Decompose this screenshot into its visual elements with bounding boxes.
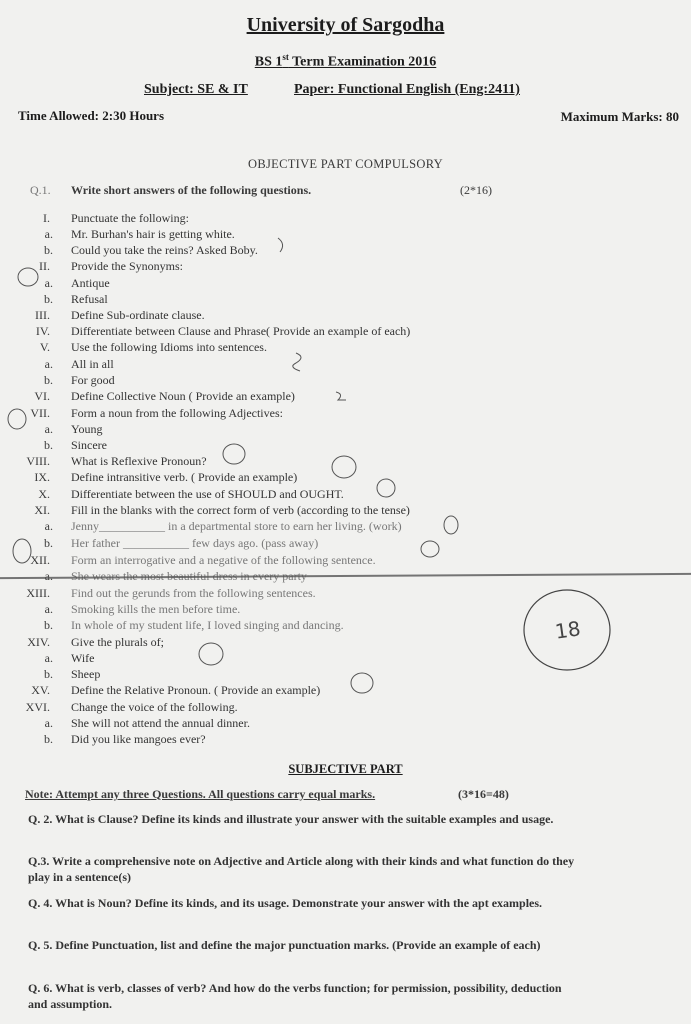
time-allowed: Time Allowed: 2:30 Hours <box>18 108 165 123</box>
objective-item-text: Differentiate between the use of SHOULD and OUGHT. <box>71 487 344 501</box>
subjective-question-3: Q.3. Write a comprehensive note on Adjective and Article along with their kinds and what function do they play in a sentence(s) <box>28 854 575 884</box>
objective-item-text: Jenny___________ in a departmental store to earn her living. (work) <box>71 519 402 533</box>
objective-item-text: Find out the gerunds from the following sentences. <box>71 586 316 600</box>
objective-item-number: IV. <box>35 324 50 338</box>
objective-item-number: a. <box>44 422 53 436</box>
objective-item-text: Refusal <box>71 292 108 306</box>
objective-item-number: XIII. <box>26 586 50 600</box>
objective-item-text: Did you like mangoes ever? <box>71 732 206 746</box>
objective-item-number: a. <box>44 651 53 665</box>
objective-item-text: Punctuate the following: <box>71 211 189 225</box>
objective-item-number: XIV. <box>27 635 50 649</box>
subjective-question-4: Q. 4. What is Noun? Define its kinds, and its usage. Demonstrate your answer with the apt examples. <box>28 896 543 910</box>
objective-item-text: Mr. Burhan's hair is getting white. <box>71 227 235 241</box>
objective-item-text: Young <box>71 422 103 436</box>
objective-item-text: Wife <box>71 651 95 665</box>
objective-item-text: Form an interrogative and a negative of the following sentence. <box>71 553 376 567</box>
objective-item-text: Change the voice of the following. <box>71 700 238 714</box>
objective-item-number: I. <box>43 211 50 225</box>
objective-item-text: Define Collective Noun ( Provide an example) <box>71 389 295 403</box>
subjective-title: SUBJECTIVE PART <box>288 762 403 776</box>
objective-item-number: a. <box>44 716 53 730</box>
objective-item-text: Sheep <box>71 667 101 681</box>
objective-item-number: a. <box>44 276 53 290</box>
objective-item-text: Define the Relative Pronoun. ( Provide an example) <box>71 683 321 697</box>
objective-item-number: III. <box>35 308 50 322</box>
objective-item-text: What is Reflexive Pronoun? <box>71 454 207 468</box>
objective-item-number: b. <box>44 667 53 681</box>
maximum-marks: Maximum Marks: 80 <box>560 109 679 124</box>
objective-item-number: b. <box>44 292 53 306</box>
question-number: Q.1. <box>30 183 51 197</box>
exam-title: BS 1st Term Examination 2016 <box>254 52 437 70</box>
objective-item-number: IX. <box>34 470 50 484</box>
subjective-question-6: Q. 6. What is verb, classes of verb? And how do the verbs function; for permission, possibility, deduction and assumption. <box>28 981 562 1011</box>
question-prompt: Write short answers of the following questions. <box>71 183 312 197</box>
objective-item-number: b. <box>44 536 53 550</box>
subjective-question-2: Q. 2. What is Clause? Define its kinds and illustrate your answer with the suitable examples and usage. <box>28 812 554 826</box>
objective-item-number: II. <box>39 259 50 273</box>
objective-item-text: In whole of my student life, I loved singing and dancing. <box>71 618 344 632</box>
score-handwritten: 18 <box>553 616 582 644</box>
objective-item-number: X. <box>38 487 50 501</box>
objective-item-text: Give the plurals of; <box>71 635 164 649</box>
objective-item-text: Define Sub-ordinate clause. <box>71 308 205 322</box>
subject-label: Subject: SE & IT <box>144 82 248 97</box>
objective-item-number: b. <box>44 373 53 387</box>
university-title: University of Sargodha <box>246 14 445 36</box>
objective-item-number: VII. <box>30 406 50 420</box>
objective-item-number: b. <box>44 243 53 257</box>
objective-item-number: VIII. <box>26 454 50 468</box>
paper-label: Paper: Functional English (Eng:2411) <box>294 82 520 97</box>
subjective-question-5: Q. 5. Define Punctuation, list and define the major punctuation marks. (Provide an example of each) <box>28 938 541 952</box>
objective-item-number: a. <box>44 357 53 371</box>
objective-item-number: XII. <box>30 553 50 567</box>
objective-title: OBJECTIVE PART COMPULSORY <box>248 157 443 171</box>
objective-item-text: Form a noun from the following Adjectives: <box>71 406 283 420</box>
objective-item-text: Define intransitive verb. ( Provide an example) <box>71 470 298 484</box>
objective-item-number: V. <box>39 340 50 354</box>
objective-item-text: Her father ___________ few days ago. (pass away) <box>71 536 319 550</box>
objective-item-text: Differentiate between Clause and Phrase( Provide an example of each) <box>71 324 411 338</box>
objective-item-number: VI. <box>34 389 50 403</box>
objective-item-text: Use the following Idioms into sentences. <box>71 340 267 354</box>
objective-item-number: XVI. <box>25 700 50 714</box>
objective-item-text: Smoking kills the men before time. <box>71 602 241 616</box>
objective-item-text: All in all <box>71 357 114 371</box>
objective-item-text: She will not attend the annual dinner. <box>71 716 250 730</box>
objective-item-text: For good <box>71 373 115 387</box>
objective-item-number: b. <box>44 438 53 452</box>
objective-item-number: XI. <box>34 503 50 517</box>
objective-item-number: a. <box>44 227 53 241</box>
objective-item-number: b. <box>44 732 53 746</box>
objective-item-number: XV. <box>31 683 50 697</box>
objective-item-text: Provide the Synonyms: <box>71 259 184 273</box>
objective-item-number: a. <box>44 519 53 533</box>
objective-item-text: Sincere <box>71 438 107 452</box>
objective-item-number: b. <box>44 618 53 632</box>
question-marks: (2*16) <box>460 183 492 197</box>
objective-item-text: Fill in the blanks with the correct form of verb (according to the tense) <box>71 503 410 517</box>
subjective-note: Note: Attempt any three Questions. All questions carry equal marks. <box>25 787 376 801</box>
subjective-marks: (3*16=48) <box>458 787 509 801</box>
objective-item-text: Antique <box>71 276 110 290</box>
objective-item-text: Could you take the reins? Asked Boby. <box>71 243 258 257</box>
objective-item-number: a. <box>44 602 53 616</box>
